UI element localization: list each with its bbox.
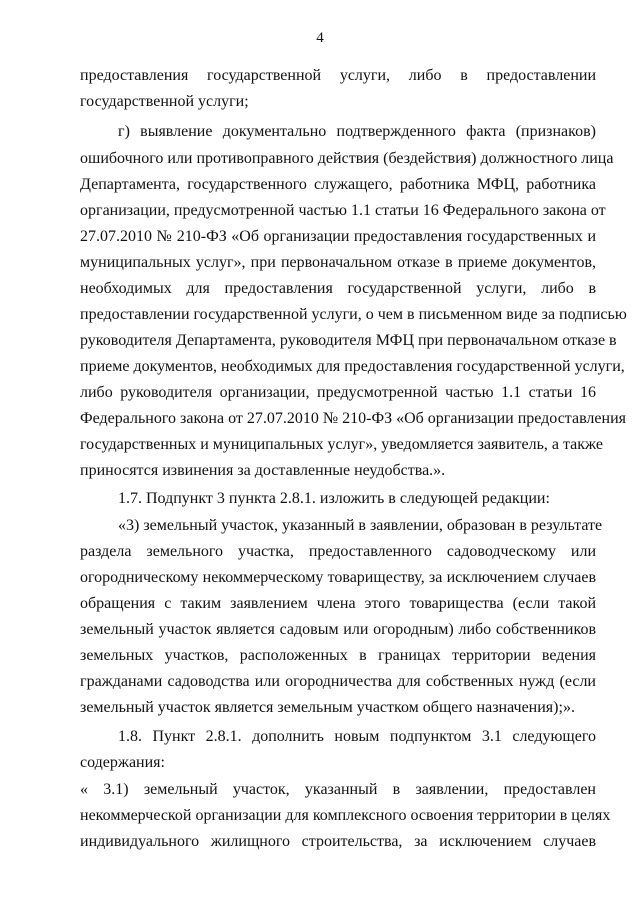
- text-line: индивидуального жилищного строительства, за исключением случаев: [80, 833, 596, 850]
- text-line: необходимых для предоставления государственной услуги, либо в: [80, 280, 596, 297]
- text-line: ошибочного или противоправного действия (бездействия) должностного лица: [80, 150, 614, 167]
- text-line: 1.7. Подпункт 3 пункта 2.8.1. изложить в следующей редакции:: [118, 490, 550, 507]
- text-line: 27.07.2010 № 210-ФЗ «Об организации предоставления государственных и: [80, 228, 596, 245]
- text-line: гражданами садоводства или огородничества для собственных нужд (если: [80, 673, 596, 690]
- text-line: раздела земельного участка, предоставленного садоводческому или: [80, 543, 596, 560]
- text-line: г) выявление документально подтвержденного факта (признаков): [118, 123, 596, 140]
- text-line: приеме документов, необходимых для предоставления государственной услуги,: [80, 358, 625, 375]
- text-line: Департамента, государственного служащего, работника МФЦ, работника: [80, 176, 596, 193]
- text-line: муниципальных услуг», при первоначальном отказе в приеме документов,: [80, 254, 596, 271]
- text-line: руководителя Департамента, руководителя МФЦ при первоначальном отказе в: [80, 332, 617, 349]
- text-line: предоставлении государственной услуги, о чем в письменном виде за подписью: [80, 306, 627, 323]
- text-line: « 3.1) земельный участок, указанный в заявлении, предоставлен: [80, 781, 596, 798]
- text-line: 1.8. Пункт 2.8.1. дополнить новым подпунктом 3.1 следующего: [118, 728, 596, 745]
- text-line: некоммерческой организации для комплексного освоения территории в целях: [80, 807, 611, 824]
- text-line: приносятся извинения за доставленные неудобства.».: [80, 462, 446, 479]
- text-line: содержания:: [80, 754, 165, 771]
- text-line: предоставления государственной услуги, либо в предоставлении: [80, 67, 596, 84]
- text-line: государственной услуги;: [80, 93, 249, 110]
- text-line: Федерального закона от 27.07.2010 № 210-ФЗ «Об организации предоставления: [80, 410, 626, 427]
- text-line: земельный участок является садовым или огородным) либо собственников: [80, 621, 596, 638]
- text-line: организации, предусмотренной частью 1.1 статьи 16 Федерального закона от: [80, 202, 606, 219]
- text-line: «3) земельный участок, указанный в заявлении, образован в результате: [118, 517, 603, 534]
- text-line: государственных и муниципальных услуг», уведомляется заявитель, а также: [80, 436, 603, 453]
- text-line: огородническому некоммерческому товариществу, за исключением случаев: [80, 569, 596, 586]
- text-line: земельный участок является земельным участком общего назначения);».: [80, 699, 575, 716]
- text-line: либо руководителя организации, предусмотренной частью 1.1 статьи 16: [80, 384, 596, 401]
- page-number: 4: [316, 30, 324, 46]
- text-line: земельных участков, расположенных в границах территории ведения: [80, 647, 596, 664]
- text-line: обращения с таким заявлением члена этого товарищества (если такой: [80, 595, 596, 612]
